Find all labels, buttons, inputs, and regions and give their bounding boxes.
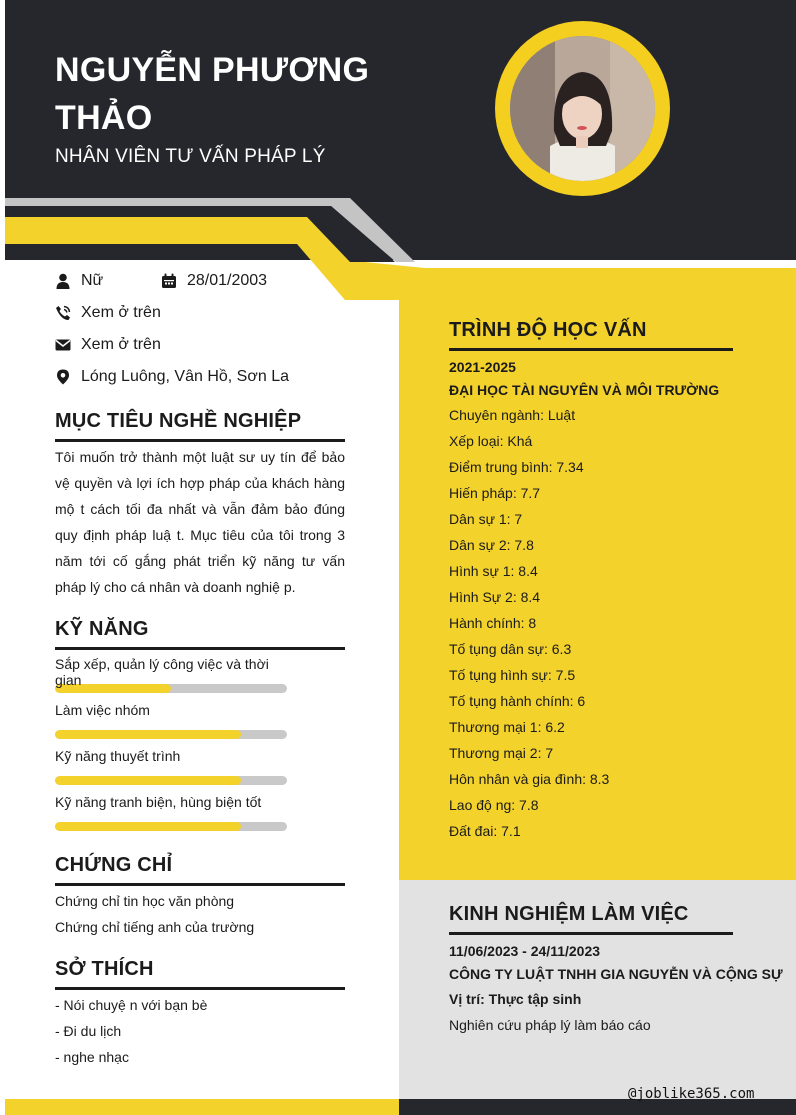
objective-text: Tôi muốn trở thành một luật sư uy tín để bảo vệ quyền và lợi ích hợp pháp của khách hàng mộ t cách tối đa nhất và vẫn đảm bảo đúng quy định pháp luậ t. Mục tiêu của tôi trong 3 năm tới cố gắng phát triển kỹ năng tư vấn pháp lý cho cá nhân và doanh nghiệ p. xyxy=(55,449,345,595)
email-value: Xem ở trên xyxy=(81,336,161,353)
education-detail-item: Hình Sự 2: 8.4 xyxy=(449,589,541,605)
education-detail-item: Hành chính: 8 xyxy=(449,615,537,631)
profile-photo-frame xyxy=(495,21,670,196)
education-period: 2021-2025 xyxy=(449,359,516,375)
list-item: Chứng chỉ tin học văn phòng xyxy=(55,893,235,909)
education-detail-item: Tố tụng hình sự: 7.5 xyxy=(449,667,576,683)
education-title: TRÌNH ĐỘ HỌC VẤN xyxy=(449,319,733,351)
skill-bar xyxy=(55,684,287,693)
skill-bar-fill xyxy=(55,822,241,831)
education-detail-item: Chuyên ngành: Luật xyxy=(449,407,576,423)
phone-value: Xem ở trên xyxy=(81,304,161,321)
candidate-name: NGUYỄN PHƯƠNG THẢO xyxy=(55,51,370,137)
education-detail-item: Thương mại 2: 7 xyxy=(449,745,554,761)
skill-name: Sắp xếp, quản lý công việc và thời gian xyxy=(55,656,269,688)
birthdate-row xyxy=(161,272,267,290)
education-detail-item: Đất đai: 7.1 xyxy=(449,823,521,839)
objective-title: MỤC TIÊU NGHỀ NGHIỆP xyxy=(55,410,345,442)
education-detail-item: Hôn nhân và gia đình: 8.3 xyxy=(449,771,610,787)
watermark: @joblike365.com xyxy=(628,1086,755,1102)
education-detail-item: Xếp loại: Khá xyxy=(449,433,533,449)
cv-page xyxy=(5,0,796,1115)
experience-description: Nghiên cứu pháp lý làm báo cáo xyxy=(449,1017,651,1033)
education-detail-item: Dân sự 2: 7.8 xyxy=(449,537,534,553)
education-detail-item: Tố tụng hành chính: 6 xyxy=(449,693,586,709)
education-details xyxy=(449,402,609,844)
hobbies-list xyxy=(55,992,355,1070)
job-title: NHÂN VIÊN TƯ VẤN PHÁP LÝ xyxy=(55,146,326,167)
location-pin-icon xyxy=(55,369,71,385)
experience-title: KINH NGHIỆM LÀM VIỆC xyxy=(449,903,733,935)
skill-bar xyxy=(55,730,287,739)
education-detail-item: Lao độ ng: 7.8 xyxy=(449,797,539,813)
gender-row xyxy=(55,272,103,290)
gender-value: Nữ xyxy=(81,272,104,289)
skill-item xyxy=(55,656,295,693)
skill-name: Làm việc nhóm xyxy=(55,702,150,718)
skill-item xyxy=(55,702,295,739)
profile-photo xyxy=(510,36,655,181)
skill-bar-fill xyxy=(55,730,241,739)
birthdate-value: 28/01/2003 xyxy=(187,272,268,289)
education-detail-item: Thương mại 1: 6.2 xyxy=(449,719,565,735)
skill-bar-fill xyxy=(55,776,241,785)
email-row xyxy=(55,336,161,354)
certificates-title: CHỨNG CHỈ xyxy=(55,854,345,886)
calendar-icon xyxy=(161,273,177,289)
company-name: CÔNG TY LUẬT TNHH GIA NGUYỄN VÀ CỘNG SỰ xyxy=(449,966,783,982)
skill-bar xyxy=(55,776,287,785)
skills-title: KỸ NĂNG xyxy=(55,618,345,650)
position: Vị trí: Thực tập sinh xyxy=(449,991,582,1007)
list-item: Chứng chỉ tiếng anh của trường xyxy=(55,919,255,935)
education-detail-item: Điểm trung bình: 7.34 xyxy=(449,459,584,475)
education-detail-item: Hiến pháp: 7.7 xyxy=(449,485,541,501)
hobbies-title: SỞ THÍCH xyxy=(55,958,345,990)
list-item: - Đi du lịch xyxy=(55,1023,122,1039)
school-name: ĐẠI HỌC TÀI NGUYÊN VÀ MÔI TRƯỜNG xyxy=(449,382,720,398)
certificates-list xyxy=(55,888,355,940)
skill-bar xyxy=(55,822,287,831)
address-row xyxy=(55,368,289,386)
phone-icon xyxy=(55,305,71,321)
skill-name: Kỹ năng thuyết trình xyxy=(55,748,181,764)
education-detail-item: Tố tụng dân sự: 6.3 xyxy=(449,641,572,657)
skill-item xyxy=(55,748,295,785)
envelope-icon xyxy=(55,337,71,353)
list-item: - Nói chuyệ n với bạn bè xyxy=(55,997,208,1013)
education-detail-item: Hình sự 1: 8.4 xyxy=(449,563,538,579)
person-icon xyxy=(55,273,71,289)
footer-stripe-left xyxy=(5,1099,399,1115)
education-detail-item: Dân sự 1: 7 xyxy=(449,511,523,527)
skill-item xyxy=(55,794,295,831)
skill-name: Kỹ năng tranh biện, hùng biện tốt xyxy=(55,794,262,810)
address-value: Lóng Luông, Vân Hồ, Sơn La xyxy=(81,368,289,385)
phone-row xyxy=(55,304,161,322)
list-item: - nghe nhạc xyxy=(55,1049,129,1065)
experience-period: 11/06/2023 - 24/11/2023 xyxy=(449,943,601,959)
